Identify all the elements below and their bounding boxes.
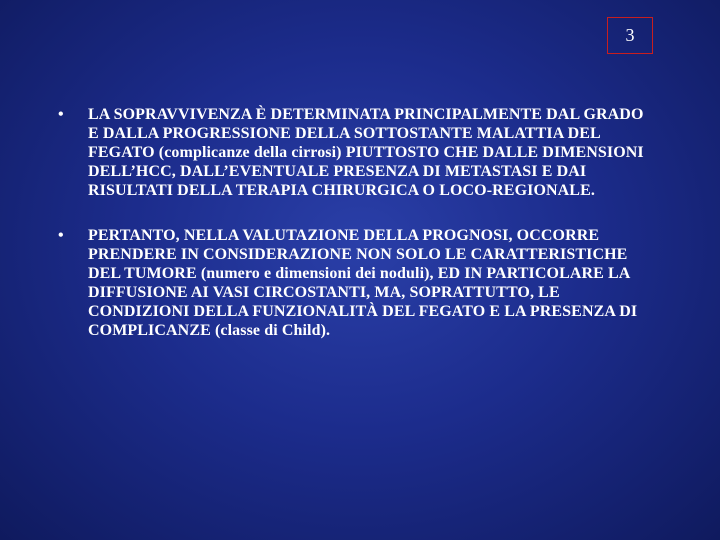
slide-number-box — [607, 17, 653, 54]
bullet-item-survival — [58, 105, 658, 200]
bullet-text: PERTANTO, NELLA VALUTAZIONE DELLA PROGNOSI, OCCORRE PRENDERE IN CONSIDERAZIONE NON SOLO LE CARATTERISTICHE DEL TUMORE — [88, 227, 628, 282]
bullet-list — [58, 105, 658, 340]
bullet-text: LA SOPRAVVIVENZA È DETERMINATA PRINCIPALMENTE DAL GRADO E DALLA PROGRESSIONE DELLA SOTTOSTANTE MALATTIA DEL FEGATO — [88, 106, 644, 161]
bullet-text: , ED IN PARTICOLARE LA DIFFUSIONE AI VASI CIRCOSTANTI, MA, SOPRATTUTTO, LE CONDIZIONI DELLA FUNZIONALITÀ DEL FEGATO E LA PRESENZA DI COMPLICANZE — [88, 265, 638, 339]
bullet-text: PIUTTOSTO CHE DALLE DIMENSIONI DELL’HCC, DALL’EVENTUALE PRESENZA DI METASTASI E DAI RISULTATI DELLA TERAPIA CHIRURGICA O LOCO-REGIONALE. — [88, 144, 644, 199]
bullet-text: . — [326, 322, 331, 339]
bullet-icon: • — [58, 106, 64, 123]
bullet-text-parenthetical: (complicanze della cirrosi) — [158, 144, 342, 161]
slide-number: 3 — [625, 25, 635, 45]
bullet-text-parenthetical: (classe di Child) — [214, 322, 327, 339]
bullet-item-prognosis — [58, 226, 658, 340]
bullet-icon: • — [58, 227, 64, 244]
bullet-text-parenthetical: (numero e dimensioni dei noduli) — [200, 265, 430, 282]
